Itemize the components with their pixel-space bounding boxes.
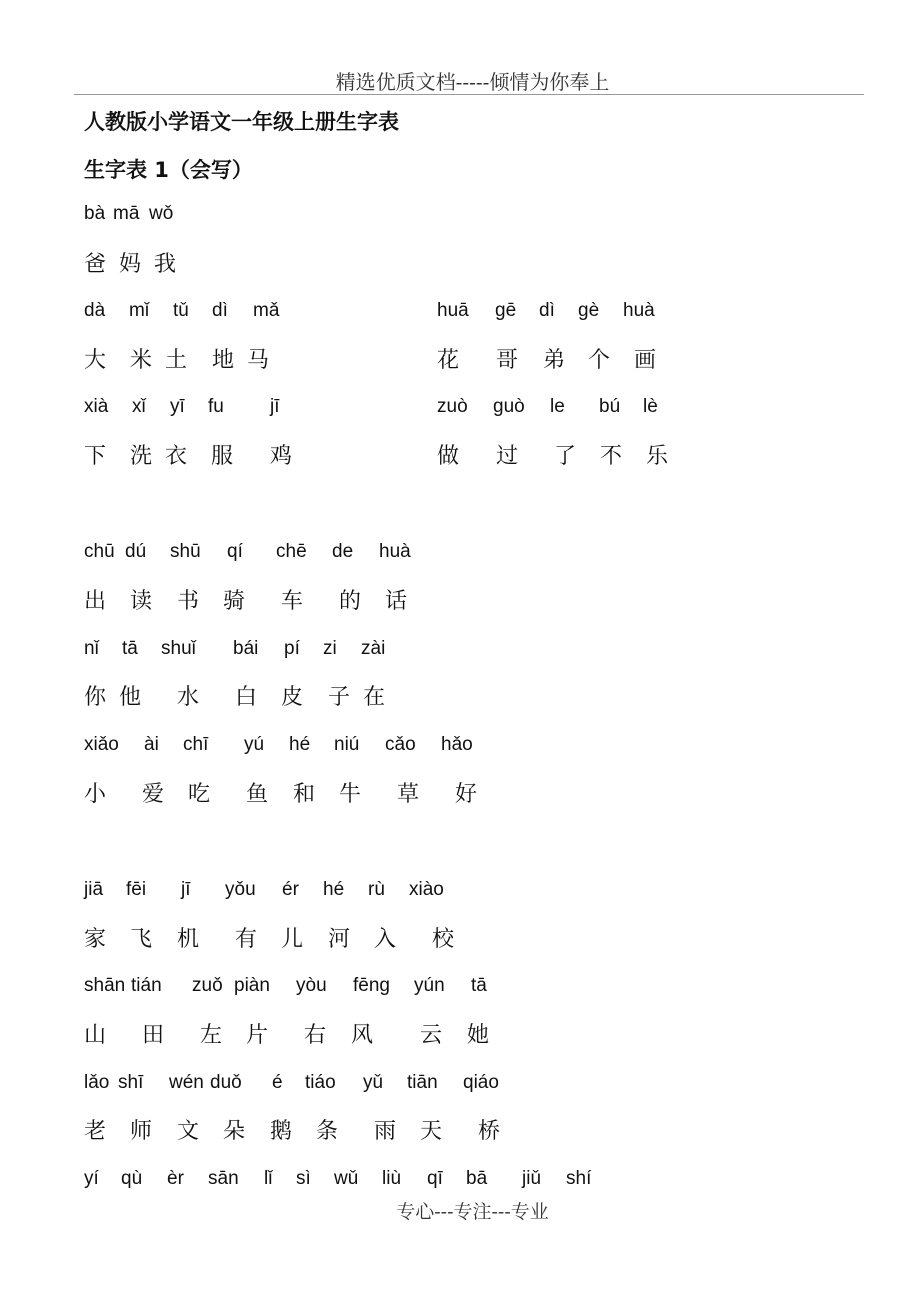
character: 爸 — [84, 252, 107, 277]
pinyin: jī — [270, 396, 280, 417]
character: 左 — [200, 1023, 223, 1048]
pinyin: tā — [122, 638, 138, 659]
character: 我 — [154, 252, 177, 277]
pinyin: dì — [212, 300, 228, 321]
character: 米 — [130, 348, 153, 373]
character: 校 — [432, 927, 455, 952]
pinyin: qí — [227, 541, 243, 562]
pinyin: yòu — [296, 975, 327, 996]
character: 师 — [130, 1119, 153, 1144]
pinyin: shī — [118, 1072, 144, 1093]
pinyin: shān — [84, 975, 126, 996]
pinyin: gē — [495, 300, 517, 321]
pinyin: jī — [181, 879, 191, 900]
pinyin: tián — [131, 975, 162, 996]
header-divider — [74, 94, 864, 95]
pinyin: é — [272, 1072, 283, 1093]
character: 洗 — [130, 444, 153, 469]
pinyin: duǒ — [210, 1072, 242, 1093]
character: 水 — [177, 685, 200, 710]
character: 山 — [84, 1023, 107, 1048]
character: 过 — [496, 444, 519, 469]
pinyin: yún — [414, 975, 445, 996]
pinyin: mā — [113, 203, 140, 224]
pinyin: bā — [466, 1168, 488, 1189]
character: 和 — [293, 782, 316, 807]
character: 衣 — [165, 444, 188, 469]
pinyin: yí — [84, 1168, 99, 1189]
pinyin: yú — [244, 734, 265, 755]
pinyin: fēi — [126, 879, 147, 900]
character: 她 — [467, 1023, 490, 1048]
document-title: 人教版小学语文一年级上册生字表 — [84, 110, 399, 134]
pinyin: fēng — [353, 975, 390, 996]
pinyin: tiáo — [305, 1072, 336, 1093]
character: 入 — [374, 927, 397, 952]
pinyin: bú — [599, 396, 621, 417]
character: 他 — [119, 685, 142, 710]
pinyin: yǔ — [363, 1072, 384, 1093]
pinyin: mǐ — [129, 300, 150, 321]
character: 机 — [177, 927, 200, 952]
character: 牛 — [339, 782, 362, 807]
character: 白 — [235, 685, 258, 710]
pinyin: wǒ — [149, 203, 174, 224]
section-title: 生字表 1（会写） — [84, 158, 253, 182]
character: 田 — [142, 1023, 165, 1048]
pinyin: jiǔ — [522, 1168, 542, 1189]
character: 爱 — [142, 782, 165, 807]
character: 画 — [634, 348, 657, 373]
character: 书 — [177, 589, 200, 614]
character: 个 — [588, 348, 611, 373]
character: 右 — [304, 1023, 327, 1048]
character: 地 — [212, 348, 235, 373]
pinyin: bà — [84, 203, 106, 224]
character: 哥 — [496, 348, 519, 373]
character: 花 — [437, 348, 460, 373]
pinyin: zuò — [437, 396, 468, 417]
character: 河 — [328, 927, 351, 952]
character: 草 — [397, 782, 420, 807]
character: 乐 — [646, 444, 669, 469]
pinyin: piàn — [234, 975, 270, 996]
character: 皮 — [281, 685, 304, 710]
pinyin: qù — [121, 1168, 143, 1189]
pinyin: xǐ — [132, 396, 146, 417]
character: 有 — [235, 927, 258, 952]
pinyin: chī — [183, 734, 209, 755]
character: 了 — [554, 444, 577, 469]
character: 风 — [351, 1023, 374, 1048]
character: 条 — [316, 1119, 339, 1144]
pinyin: qī — [427, 1168, 443, 1189]
pinyin: pí — [284, 638, 300, 659]
character: 出 — [84, 589, 107, 614]
pinyin: zuǒ — [192, 975, 223, 996]
pinyin: ér — [282, 879, 299, 900]
character: 鹅 — [270, 1119, 293, 1144]
character: 文 — [177, 1119, 200, 1144]
pinyin: tiān — [407, 1072, 438, 1093]
pinyin: dà — [84, 300, 106, 321]
pinyin: gè — [578, 300, 600, 321]
pinyin: niú — [334, 734, 360, 755]
character: 朵 — [223, 1119, 246, 1144]
character: 子 — [328, 685, 351, 710]
character: 云 — [420, 1023, 443, 1048]
character: 话 — [385, 589, 408, 614]
character: 天 — [420, 1119, 443, 1144]
character: 弟 — [543, 348, 566, 373]
character: 妈 — [119, 252, 142, 277]
pinyin: huà — [379, 541, 411, 562]
character: 鱼 — [246, 782, 269, 807]
pinyin: cǎo — [385, 734, 416, 755]
pinyin: yī — [170, 396, 185, 417]
character: 雨 — [374, 1119, 397, 1144]
character: 吃 — [188, 782, 211, 807]
pinyin: rù — [368, 879, 385, 900]
pinyin: xià — [84, 396, 109, 417]
pinyin: sì — [296, 1168, 311, 1189]
pinyin: liù — [382, 1168, 402, 1189]
page-footer: 专心---专注---专业 — [396, 1201, 549, 1223]
pinyin: shuǐ — [161, 638, 196, 659]
pinyin: tā — [471, 975, 487, 996]
character: 服 — [211, 444, 234, 469]
pinyin: hé — [323, 879, 345, 900]
pinyin: shū — [170, 541, 201, 562]
character: 小 — [84, 782, 107, 807]
pinyin: le — [550, 396, 565, 417]
character: 做 — [437, 444, 460, 469]
pinyin: èr — [167, 1168, 184, 1189]
pinyin: yǒu — [225, 879, 256, 900]
character: 马 — [247, 348, 270, 373]
character: 你 — [84, 685, 107, 710]
pinyin: zài — [361, 638, 386, 659]
character: 在 — [363, 685, 386, 710]
pinyin: mǎ — [253, 300, 280, 321]
page-header: 精选优质文档-----倾情为你奉上 — [335, 70, 610, 94]
character: 骑 — [223, 589, 246, 614]
pinyin: dì — [539, 300, 555, 321]
pinyin: tǔ — [173, 300, 189, 321]
pinyin: lè — [643, 396, 658, 417]
character: 片 — [246, 1023, 269, 1048]
character: 家 — [84, 927, 107, 952]
character: 儿 — [281, 927, 304, 952]
pinyin: qiáo — [463, 1072, 499, 1093]
pinyin: de — [332, 541, 354, 562]
pinyin: chū — [84, 541, 115, 562]
character: 车 — [281, 589, 304, 614]
character: 读 — [130, 589, 153, 614]
pinyin: huà — [623, 300, 655, 321]
character: 飞 — [130, 927, 153, 952]
pinyin: nǐ — [84, 638, 99, 659]
pinyin: lǎo — [84, 1072, 110, 1093]
character: 不 — [600, 444, 623, 469]
pinyin: wén — [169, 1072, 204, 1093]
character: 老 — [84, 1119, 107, 1144]
pinyin: xiǎo — [84, 734, 119, 755]
pinyin: wǔ — [334, 1168, 359, 1189]
pinyin: jiā — [84, 879, 104, 900]
pinyin: guò — [493, 396, 525, 417]
pinyin: lǐ — [264, 1168, 273, 1189]
pinyin: ài — [144, 734, 159, 755]
pinyin: sān — [208, 1168, 239, 1189]
pinyin: huā — [437, 300, 469, 321]
pinyin: zi — [323, 638, 337, 659]
character: 的 — [339, 589, 362, 614]
pinyin: shí — [566, 1168, 592, 1189]
character: 好 — [455, 782, 478, 807]
character: 下 — [84, 444, 107, 469]
character: 土 — [165, 348, 188, 373]
character: 桥 — [478, 1119, 501, 1144]
pinyin: chē — [276, 541, 307, 562]
pinyin: fu — [208, 396, 224, 417]
pinyin: hé — [289, 734, 311, 755]
pinyin: hǎo — [441, 734, 473, 755]
pinyin: bái — [233, 638, 259, 659]
pinyin: dú — [125, 541, 147, 562]
character: 鸡 — [270, 444, 293, 469]
pinyin: xiào — [409, 879, 444, 900]
character: 大 — [84, 348, 107, 373]
